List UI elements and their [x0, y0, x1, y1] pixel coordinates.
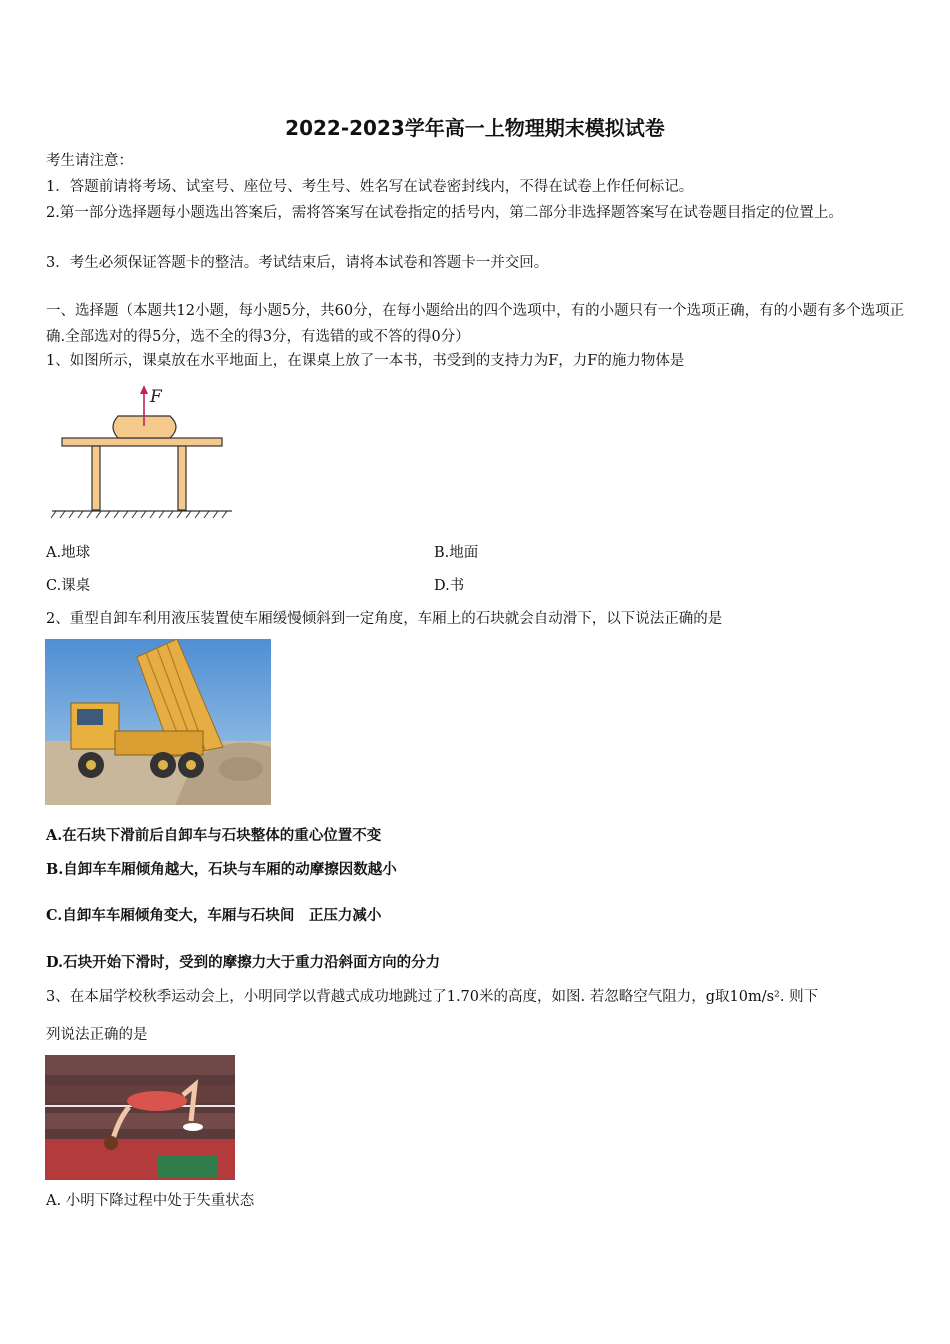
q3-stem-line2: 列说法正确的是: [46, 1027, 148, 1043]
page-title: 2022-2023学年高一上物理期末模拟试卷: [285, 116, 665, 140]
q1-desk-figure: [46, 382, 246, 522]
q2-option-c: C.自卸车车厢倾角变大，车厢与石块间 正压力减小: [46, 907, 382, 924]
notice-item-3: 3．考生必须保证答题卡的整洁。考试结束后，请将本试卷和答题卡一并交回。: [46, 255, 549, 271]
q3-option-a: A. 小明下降过程中处于失重状态: [46, 1193, 255, 1209]
desk-top: [62, 438, 222, 446]
dump-truck-photo: [45, 639, 271, 805]
force-arrowhead: [140, 385, 148, 394]
desk-leg-left: [92, 446, 100, 510]
notice-heading: 考生请注意：: [46, 153, 133, 169]
q1-stem: 1、如图所示，课桌放在水平地面上，在课桌上放了一本书，书受到的支持力为F，力F的施力物体是: [46, 353, 685, 369]
q1-option-a: A.地球: [46, 545, 91, 561]
q2-option-a: A.在石块下滑前后自卸车与石块整体的重心位置不变: [46, 827, 382, 844]
section-heading: 一、选择题（本题共12小题，每小题5分，共60分，在每小题给出的四个选项中，有的小题只有一个选项正确，有的小题有多个选项正确.全部选对的得5分，选不全的得3分，有选错的或不答的得0分）: [46, 303, 905, 345]
ground-hatching: [51, 511, 227, 518]
high-jump-photo: [45, 1055, 235, 1180]
notice-item-1: 1．答题前请将考场、试室号、座位号、考生号、姓名写在试卷密封线内，不得在试卷上作任何标记。: [46, 179, 694, 195]
desk-leg-right: [178, 446, 186, 510]
notice-item-2: 2.第一部分选择题每小题选出答案后，需将答案写在试卷指定的括号内，第二部分非选择题答案写在试卷题目指定的位置上。: [46, 205, 843, 221]
q3-stem-line1: 3、在本届学校秋季运动会上，小明同学以背越式成功地跳过了1.70米的高度，如图. 若忽略空气阻力，g取10m/s². 则下: [46, 989, 819, 1005]
force-label: F: [150, 387, 162, 407]
q2-option-b: B.自卸车车厢倾角越大，石块与车厢的动摩擦因数越小: [46, 861, 397, 878]
q1-option-b: B.地面: [434, 545, 479, 561]
q2-stem: 2、重型自卸车利用液压装置使车厢缓慢倾斜到一定角度，车厢上的石块就会自动滑下，以下说法正确的是: [46, 611, 723, 627]
q2-option-d: D.石块开始下滑时，受到的摩擦力大于重力沿斜面方向的分力: [46, 954, 441, 971]
q1-option-c: C.课桌: [46, 578, 91, 594]
q1-option-d: D.书: [434, 578, 465, 594]
